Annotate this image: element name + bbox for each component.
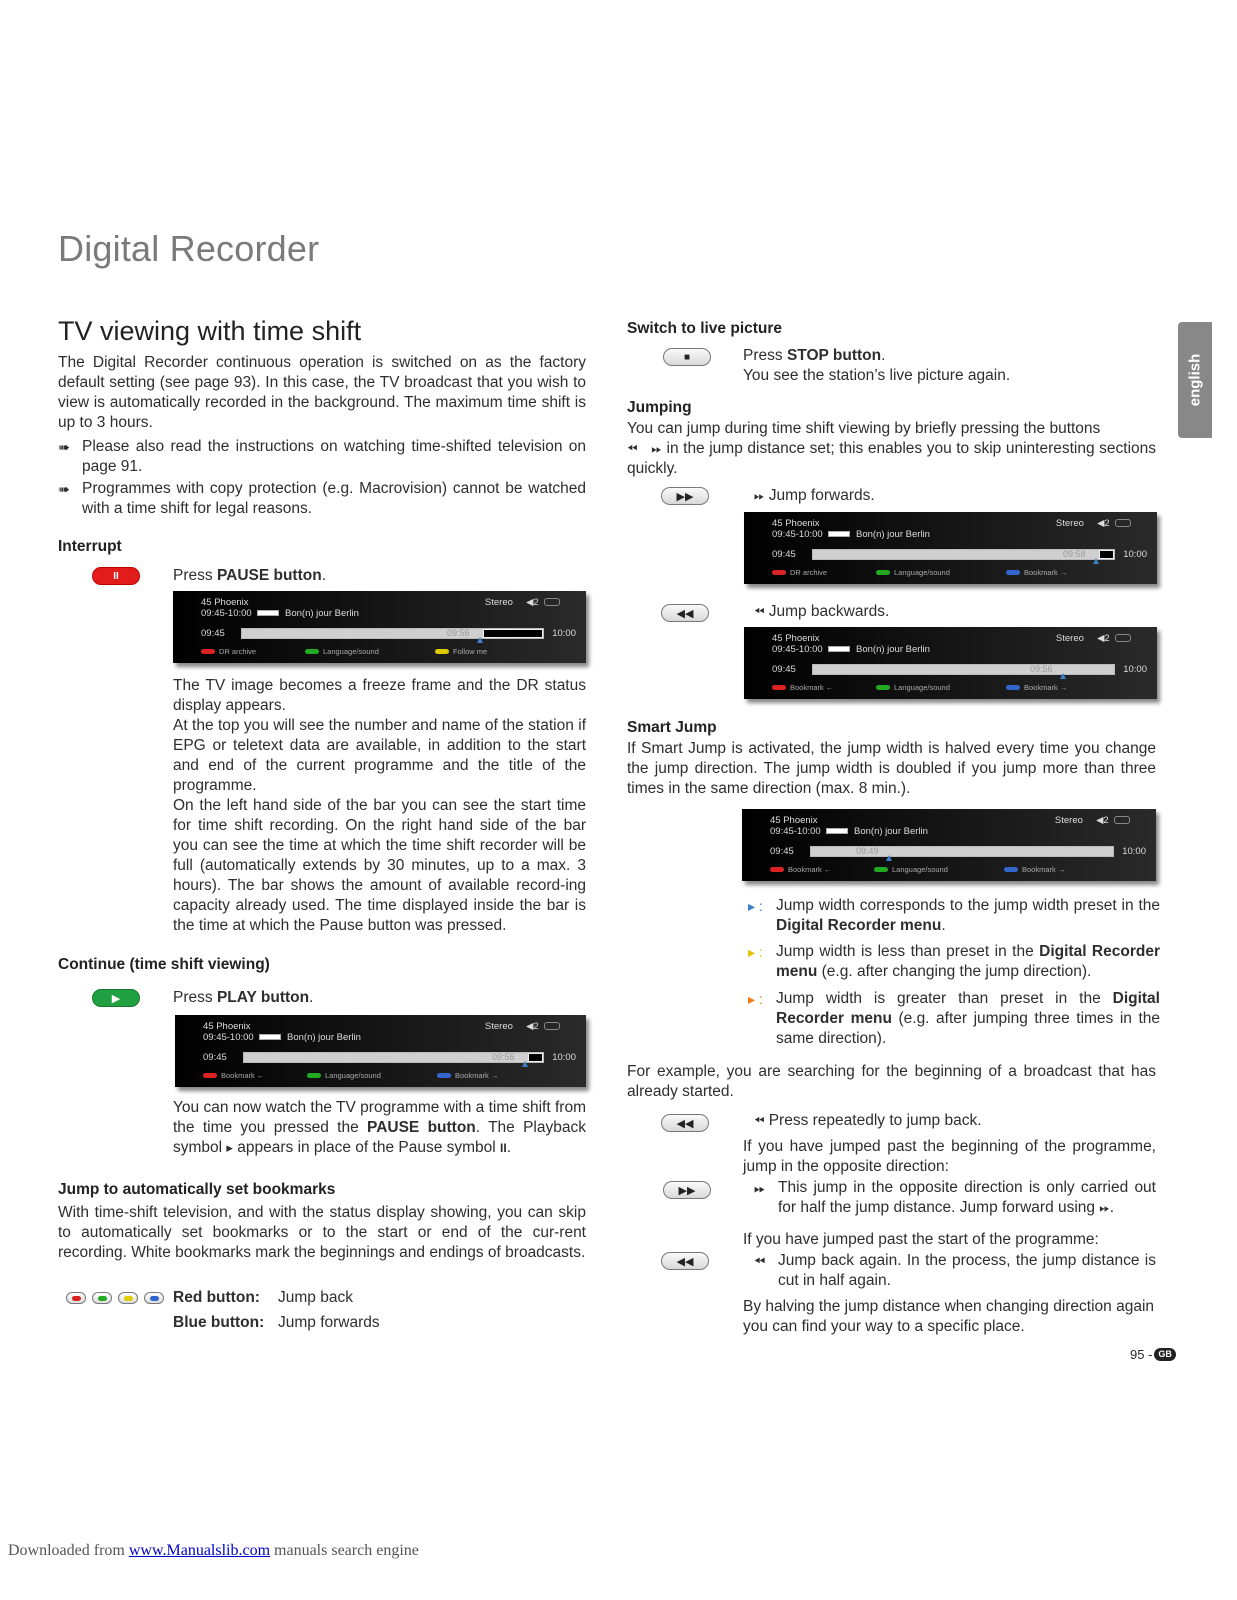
osd-station: 45 Phoenix: [203, 1021, 251, 1032]
manualslib-link[interactable]: www.Manualslib.com: [128, 1542, 271, 1559]
past-start-text: If you have jumped past the start of the programme:: [743, 1231, 1099, 1248]
speaker-icon: ◀: [526, 1021, 534, 1032]
fast-forward-icon: ▶▶: [676, 490, 694, 503]
red-button[interactable]: [66, 1292, 86, 1304]
pause-button[interactable]: [92, 567, 140, 585]
osd-key-hint: Language/sound: [876, 567, 950, 578]
osd-start-time: 09:45: [203, 1052, 227, 1063]
osd-key-hint: Follow me: [435, 646, 487, 657]
hd-badge-icon: [544, 1022, 560, 1030]
continue-heading: Continue (time shift viewing): [58, 956, 270, 973]
osd-bar-time: 09:58: [1063, 549, 1086, 559]
fast-forward-button[interactable]: [663, 1181, 711, 1199]
jumping-heading: Jumping: [627, 399, 692, 416]
osd-station: 45 Phoenix: [201, 597, 249, 608]
rewind-icon: ◀◀: [676, 1255, 694, 1268]
dr-status-display: [173, 591, 586, 663]
halving-text: By halving the jump distance when changing direction again you can find your way to a specific place.: [743, 1298, 1155, 1335]
osd-key-hint: DR archive: [201, 646, 256, 657]
bookmarks-heading: Jump to automatically set bookmarks: [58, 1181, 336, 1198]
yellow-button[interactable]: [118, 1292, 138, 1304]
live-heading: Switch to live picture: [627, 320, 783, 337]
rewind-button[interactable]: [661, 1252, 709, 1270]
osd-key-hint: Bookmark →: [437, 1070, 498, 1081]
fast-forward-icon: ⏩︎: [651, 441, 662, 456]
osd-audio: Stereo ◀2: [1056, 633, 1131, 644]
hd-badge-icon: [1115, 634, 1131, 642]
osd-end-time: 10:00: [552, 628, 576, 639]
press-pause-text: Press PAUSE button.: [173, 567, 327, 584]
osd-play-pointer-icon: [477, 637, 483, 643]
dr-status-display: [175, 1015, 586, 1087]
download-footer: Downloaded from www.Manualslib.com manuals search engine: [8, 1542, 419, 1559]
press-back-text: ⏪︎ Press repeatedly to jump back.: [754, 1112, 982, 1129]
dr-status-display: [742, 809, 1156, 881]
osd-progress-bar: [812, 549, 1115, 560]
triangle-orange-icon: ▸ :: [748, 991, 763, 1007]
jump-forwards-text: ⏩︎ Jump forwards.: [754, 487, 875, 504]
press-play-text: Press PLAY button.: [173, 989, 314, 1006]
osd-programme: 09:45-10:00 Bon(n) jour Berlin: [772, 644, 930, 655]
fast-forward-icon: ⏩︎: [754, 1180, 766, 1196]
fast-forward-icon: ⏩︎: [1099, 1200, 1110, 1215]
section-title: TV viewing with time shift: [58, 316, 362, 346]
osd-start-time: 09:45: [201, 628, 225, 639]
osd-audio: Stereo ◀2: [1056, 518, 1131, 529]
osd-play-pointer-icon: [886, 855, 892, 861]
osd-audio: Stereo ◀2: [485, 597, 560, 608]
playback-symbol-icon: ▸: [226, 1140, 233, 1155]
blue-button[interactable]: [144, 1292, 164, 1304]
osd-bar-time: 09:56: [447, 628, 470, 638]
fast-forward-icon: ▶▶: [678, 1184, 696, 1197]
osd-station: 45 Phoenix: [772, 633, 820, 644]
osd-programme: 09:45-10:00 Bon(n) jour Berlin: [770, 826, 928, 837]
osd-progress-bar: [243, 1052, 544, 1063]
continue-text: You can now watch the TV programme with a time shift from the time you pressed the PAUSE button. The Playback symbol ▸ appears in place of the Pause symbol II.: [173, 1099, 586, 1156]
rewind-button[interactable]: [661, 604, 709, 622]
dr-status-display: [744, 627, 1157, 699]
speaker-icon: ◀: [526, 597, 534, 608]
jumping-text: You can jump during time shift viewing by briefly pressing the buttons ⏪︎ ⏩︎ in the jump distance set; this enables you to skip uninteresting sections quickly.: [627, 420, 1157, 477]
osd-key-hint: DR archive: [772, 567, 827, 578]
osd-programme: 09:45-10:00 Bon(n) jour Berlin: [201, 608, 359, 619]
osd-play-pointer-icon: [1060, 673, 1066, 679]
arrow-bullet-icon: ➠: [58, 439, 70, 455]
osd-progress-bar: [812, 664, 1115, 675]
jump-backwards-text: ⏪︎ Jump backwards.: [754, 603, 890, 620]
bullet-item: ➠ Please also read the instructions on watching time-shifted television on page 91.: [58, 438, 586, 475]
osd-audio: Stereo ◀2: [485, 1021, 560, 1032]
smart-jump-item: ▸ : Jump width is less than preset in the Digital Recorder menu (e.g. after changing the jump direction).: [748, 943, 1160, 980]
fast-forward-button[interactable]: [661, 487, 709, 505]
triangle-blue-icon: ▸ :: [748, 898, 763, 914]
rewind-icon: ◀◀: [676, 607, 694, 620]
osd-audio: Stereo ◀2: [1055, 815, 1130, 826]
bookmarks-text: With time-shift television, and with the status display showing, you can skip to automatically set bookmarks or to the start or end of the cur-rent recording. White bookmarks mark the beginnings and endings of broadcasts.: [58, 1204, 586, 1261]
osd-end-time: 10:00: [552, 1052, 576, 1063]
osd-key-hint: Bookmark →: [1006, 567, 1067, 578]
stop-button[interactable]: [663, 348, 711, 366]
gb-badge: GB: [1154, 1348, 1176, 1361]
osd-key-hint: Bookmark ←: [770, 864, 831, 875]
osd-programme: 09:45-10:00 Bon(n) jour Berlin: [203, 1032, 361, 1043]
pause-symbol-icon: II: [500, 1141, 507, 1155]
pause-icon: II: [113, 570, 119, 582]
example-text: For example, you are searching for the beginning of a broadcast that has already started.: [627, 1063, 1156, 1100]
osd-key-hint: Bookmark →: [1004, 864, 1065, 875]
smart-jump-heading: Smart Jump: [627, 719, 717, 736]
intro-text: The Digital Recorder continuous operation is switched on as the factory default setting (see page 93). In this case, the TV broadcast that you wish to view is automatically recorded in the background. The maximum time shift is up to 3 hours.: [58, 354, 586, 431]
play-button[interactable]: [92, 989, 140, 1007]
color-buttons: [66, 1292, 170, 1304]
smart-jump-text: If Smart Jump is activated, the jump width is halved every time you change the jump direction. The jump width is doubled if you jump more than three times in the same direction (max. 8 min.).: [627, 740, 1156, 797]
osd-key-hint: Language/sound: [876, 682, 950, 693]
smart-jump-item: ▸ : Jump width is greater than preset in the Digital Recorder menu (e.g. after jumping three times in the same direction).: [748, 990, 1160, 1047]
blue-button-label: Blue button:: [173, 1314, 265, 1331]
speaker-icon: ◀: [1097, 633, 1105, 644]
osd-play-pointer-icon: [1093, 558, 1099, 564]
fast-forward-icon: ⏩︎: [754, 488, 765, 503]
speaker-icon: ◀: [1096, 815, 1104, 826]
osd-bar-time: 09:49: [856, 846, 879, 856]
page-title: Digital Recorder: [58, 228, 320, 269]
osd-bar-time: 09:56: [1030, 664, 1053, 674]
rewind-icon: ⏪︎: [754, 1253, 766, 1269]
osd-key-hint: Bookmark ←: [203, 1070, 264, 1081]
osd-key-hint: Bookmark ←: [772, 682, 833, 693]
stop-icon: ■: [683, 351, 691, 363]
speaker-icon: ◀: [1097, 518, 1105, 529]
osd-start-time: 09:45: [772, 549, 796, 560]
osd-key-hint: Language/sound: [307, 1070, 381, 1081]
osd-programme: 09:45-10:00 Bon(n) jour Berlin: [772, 529, 930, 540]
half-jump-text: ⏩︎ This jump in the opposite direction is only carried out for half the jump distance. Jump forward using ⏩︎.: [754, 1179, 1156, 1216]
osd-station: 45 Phoenix: [772, 518, 820, 529]
interrupt-text: The TV image becomes a freeze frame and the DR status display appears. At the top you will see the number and name of the station if EPG or teletext data are available, in addition to the start and end of the current programme and the title of the programme. On the left hand side of the bar you can see the start time for time shift recording. On the right hand side of the bar you can see the time at which the time shift recorder will be full (automatically extends by 30 minutes, up to a max. 3 hours). The bar shows the amount of available record-ing capacity already used. The time displayed inside the bar is the time at which the Pause button was pressed.: [173, 677, 586, 934]
language-tab-label: english: [1186, 353, 1204, 407]
osd-play-pointer-icon: [522, 1061, 528, 1067]
blue-button-value: Jump forwards: [278, 1314, 380, 1331]
osd-end-time: 10:00: [1122, 846, 1146, 857]
osd-bar-time: 09:56: [492, 1052, 515, 1062]
triangle-yellow-icon: ▸ :: [748, 944, 763, 960]
osd-start-time: 09:45: [772, 664, 796, 675]
smart-jump-item: ▸ : Jump width corresponds to the jump width preset in the Digital Recorder menu.: [748, 897, 1160, 934]
rewind-icon: ⏪︎: [627, 441, 638, 456]
back-again-text: ⏪︎ Jump back again. In the process, the jump distance is cut in half again.: [754, 1252, 1156, 1289]
interrupt-heading: Interrupt: [58, 538, 122, 555]
past-begin-text: If you have jumped past the beginning of the programme, jump in the opposite direction:: [743, 1138, 1156, 1175]
osd-key-hint: Language/sound: [305, 646, 379, 657]
osd-station: 45 Phoenix: [770, 815, 818, 826]
osd-key-hint: Language/sound: [874, 864, 948, 875]
dr-status-display: [744, 512, 1157, 584]
play-icon: ▶: [111, 992, 121, 1005]
hd-badge-icon: [1115, 519, 1131, 527]
red-button-value: Jump back: [278, 1289, 353, 1306]
arrow-bullet-icon: ➠: [58, 481, 70, 497]
osd-end-time: 10:00: [1123, 549, 1147, 560]
live-text: You see the station’s live picture again.: [743, 367, 1011, 384]
osd-end-time: 10:00: [1123, 664, 1147, 675]
osd-key-hint: Bookmark →: [1006, 682, 1067, 693]
green-button[interactable]: [92, 1292, 112, 1304]
language-tab[interactable]: [1178, 322, 1212, 438]
osd-progress-bar: [241, 628, 544, 639]
page-number: 95 - GB: [1130, 1347, 1176, 1362]
osd-progress-bar: [810, 846, 1114, 857]
press-stop-text: Press STOP button.: [743, 347, 886, 364]
bullet-item: ➠ Programmes with copy protection (e.g. Macrovision) cannot be watched with a time shift for legal reasons.: [58, 480, 586, 517]
hd-badge-icon: [1114, 816, 1130, 824]
rewind-button[interactable]: [661, 1114, 709, 1132]
osd-start-time: 09:45: [770, 846, 794, 857]
rewind-icon: ⏪︎: [754, 1113, 765, 1128]
rewind-icon: ◀◀: [676, 1117, 694, 1130]
red-button-label: Red button:: [173, 1289, 260, 1306]
rewind-icon: ⏪︎: [754, 604, 765, 619]
hd-badge-icon: [544, 598, 560, 606]
